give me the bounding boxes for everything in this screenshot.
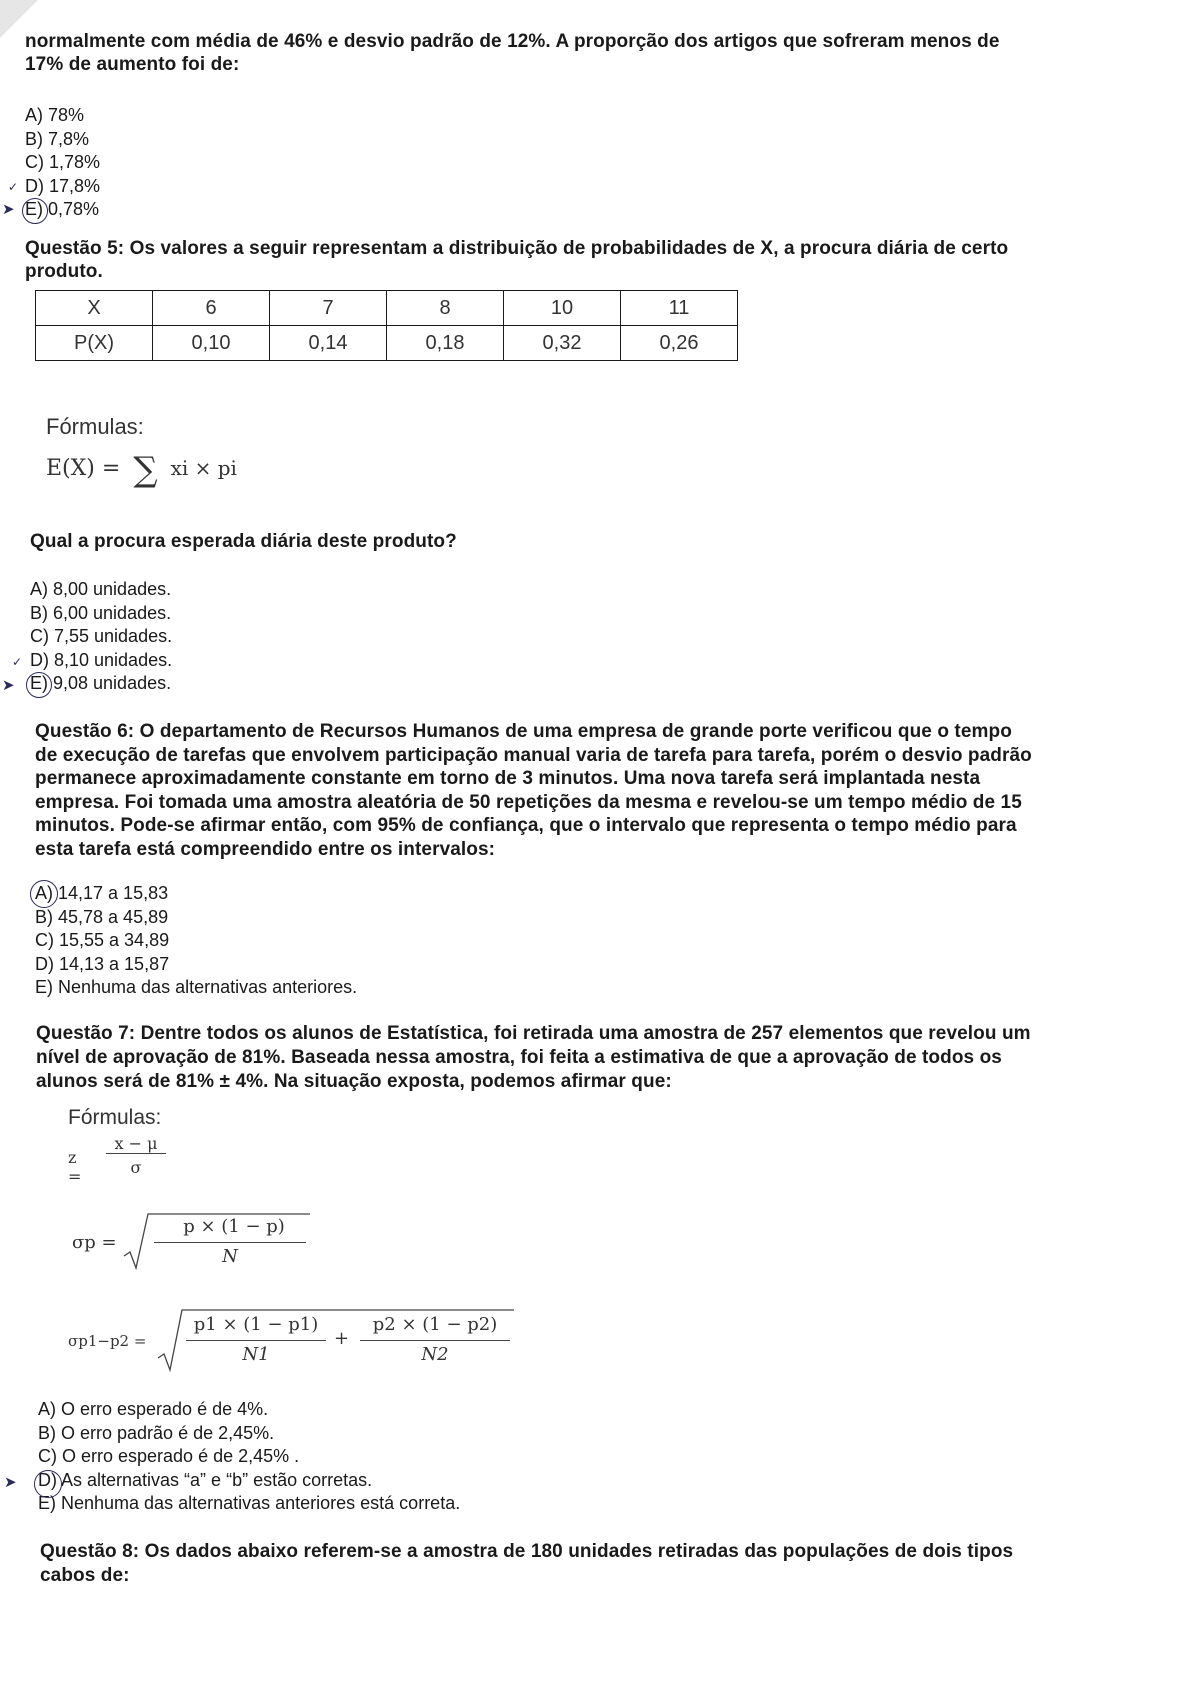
- q4-option-c[interactable]: C) 1,78%: [25, 152, 101, 172]
- q7-text-line: Questão 7: Dentre todos os alunos de Estatística, foi retirada uma amostra de 257 elementos que revelou um: [36, 1023, 1031, 1044]
- q7-option-a[interactable]: A) O erro esperado é de 4%.: [38, 1399, 269, 1419]
- handwritten-arrow-icon: ➤: [4, 1474, 17, 1491]
- q7-formula-sigma-p: [68, 1212, 285, 1272]
- handwritten-tick-icon: ✓: [12, 655, 23, 669]
- q4-option-e[interactable]: E) 0,78%: [25, 199, 100, 219]
- formula-lhs: E(X) =: [46, 456, 121, 481]
- q5-option-d[interactable]: D) 8,10 unidades.: [30, 649, 173, 670]
- table-header-x: X: [36, 291, 153, 326]
- table-row: [36, 326, 738, 361]
- formula-lhs: z =: [68, 1148, 82, 1186]
- probability-table: [35, 290, 738, 361]
- q6-text: [35, 720, 1165, 861]
- table-header-px: P(X): [36, 326, 153, 361]
- q6-option-d[interactable]: D) 14,13 a 15,87: [35, 953, 170, 974]
- formula-lhs: σp =: [72, 1232, 117, 1253]
- formula-numerator: p1 × (1 − p1): [193, 1314, 319, 1335]
- q5-options: [30, 578, 172, 696]
- formula-numerator: p × (1 − p): [183, 1216, 285, 1237]
- formula-denominator: N1: [242, 1344, 270, 1365]
- q6-text-line: esta tarefa está compreendido entre os intervalos:: [35, 838, 496, 860]
- q4-text-line2: 17% de aumento foi de:: [25, 54, 240, 75]
- q6-text-line: permanece aproximadamente constante em torno de 3 minutos. Uma nova tarefa será implantada nesta: [35, 768, 981, 789]
- handwritten-arrow-icon: ➤: [2, 201, 15, 218]
- formula-denominator: σ: [130, 1158, 142, 1177]
- table-cell: 6: [153, 291, 270, 326]
- q8-text: [40, 1540, 1170, 1588]
- q7-text: [36, 1022, 1166, 1094]
- q5-text-line2: produto.: [25, 261, 103, 282]
- q7-option-d[interactable]: D) As alternativas “a” e “b” estão corretas.: [38, 1469, 373, 1490]
- q8-text-line2: cabos de:: [40, 1565, 130, 1586]
- q7-option-e[interactable]: E) Nenhuma das alternativas anteriores está correta.: [38, 1493, 461, 1513]
- q7-formula-sigma-diff: [68, 1308, 498, 1372]
- q7-text-line: alunos será de 81% ± 4%. Na situação exposta, podemos afirmar que:: [36, 1071, 672, 1092]
- fraction-bar: [106, 1153, 166, 1154]
- answer-circle-mark: [26, 672, 52, 698]
- q5-option-b[interactable]: B) 6,00 unidades.: [30, 602, 172, 623]
- q7-option-b[interactable]: B) O erro padrão é de 2,45%.: [38, 1422, 275, 1443]
- q4-option-d[interactable]: D) 17,8%: [25, 175, 101, 196]
- q5-option-c[interactable]: C) 7,55 unidades.: [30, 626, 173, 646]
- table-cell: 10: [504, 291, 621, 326]
- q4-text: [25, 30, 1165, 76]
- table-cell: 0,26: [621, 326, 738, 361]
- q5-question: Qual a procura esperada diária deste produto?: [30, 531, 457, 552]
- table-cell: 11: [621, 291, 738, 326]
- q7-options: [38, 1398, 460, 1516]
- q6-text-line: empresa. Foi tomada uma amostra aleatória de 50 repetições da mesma e revelou-se um tempo médio de 15: [35, 791, 1022, 813]
- answer-circle-mark: [22, 198, 48, 224]
- answer-circle-mark: [34, 1470, 62, 1498]
- table-row: [36, 291, 738, 326]
- answer-circle-mark: [30, 880, 58, 908]
- handwritten-arrow-icon: ➤: [2, 677, 15, 694]
- table-cell: 0,18: [387, 326, 504, 361]
- table-cell: 0,10: [153, 326, 270, 361]
- plus-sign: +: [334, 1328, 350, 1349]
- q8-text-line1: Questão 8: Os dados abaixo referem-se a amostra de 180 unidades retiradas das populações de dois tipos: [40, 1541, 1014, 1562]
- table-cell: 0,32: [504, 326, 621, 361]
- q6-text-line: minutos. Pode-se afirmar então, com 95% de confiança, que o intervalo que representa o tempo médio para: [35, 815, 1017, 836]
- q4-text-line1: normalmente com média de 46% e desvio padrão de 12%. A proporção dos artigos que sofreram menos de: [25, 31, 1000, 52]
- q5-option-a[interactable]: A) 8,00 unidades.: [30, 579, 172, 599]
- handwritten-tick-icon: ✓: [8, 180, 19, 194]
- fraction-bar: [360, 1340, 510, 1341]
- formula-denominator: N: [222, 1246, 238, 1267]
- q6-option-a[interactable]: A) 14,17 a 15,83: [35, 883, 169, 903]
- q6-option-c[interactable]: C) 15,55 a 34,89: [35, 930, 170, 950]
- formula-numerator: p2 × (1 − p2): [372, 1314, 498, 1335]
- formula-numerator: x − μ: [114, 1134, 158, 1153]
- formula-lhs: σp1−p2 =: [68, 1332, 147, 1350]
- q7-formulas-title: Fórmulas:: [68, 1106, 162, 1129]
- q5-formulas-title: Fórmulas:: [46, 414, 144, 439]
- q6-option-b[interactable]: B) 45,78 a 45,89: [35, 906, 169, 927]
- table-cell: 0,14: [270, 326, 387, 361]
- q6-option-e[interactable]: E) Nenhuma das alternativas anteriores.: [35, 977, 358, 997]
- table-cell: 8: [387, 291, 504, 326]
- sigma-sum-icon: ∑: [133, 450, 158, 490]
- fraction-bar: [154, 1242, 306, 1243]
- table-cell: 7: [270, 291, 387, 326]
- q5-option-e[interactable]: E) 9,08 unidades.: [30, 673, 172, 693]
- q7-option-c[interactable]: C) O erro esperado é de 2,45% .: [38, 1446, 300, 1466]
- q7-text-line: nível de aprovação de 81%. Baseada nessa amostra, foi feita a estimativa de que a aprovação de todos os: [36, 1047, 1002, 1068]
- q4-option-a[interactable]: A) 78%: [25, 105, 85, 125]
- formula-rhs: xi × pi: [170, 456, 237, 480]
- q5-text: [25, 237, 1165, 283]
- q4-option-b[interactable]: B) 7,8%: [25, 128, 90, 149]
- q5-formula-expectation: [46, 450, 237, 490]
- q6-text-line: de execução de tarefas que envolvem participação manual varia de tarefa para tarefa, porém o desvio padrão: [35, 744, 1032, 766]
- fraction-bar: [186, 1340, 326, 1341]
- q5-text-line1: Questão 5: Os valores a seguir representam a distribuição de probabilidades de X, a procura diária de certo: [25, 238, 1009, 259]
- q6-options: [35, 882, 357, 1000]
- q6-text-line: Questão 6: O departamento de Recursos Humanos de uma empresa de grande porte verificou que o tempo: [35, 721, 1012, 742]
- formula-denominator: N2: [421, 1344, 449, 1365]
